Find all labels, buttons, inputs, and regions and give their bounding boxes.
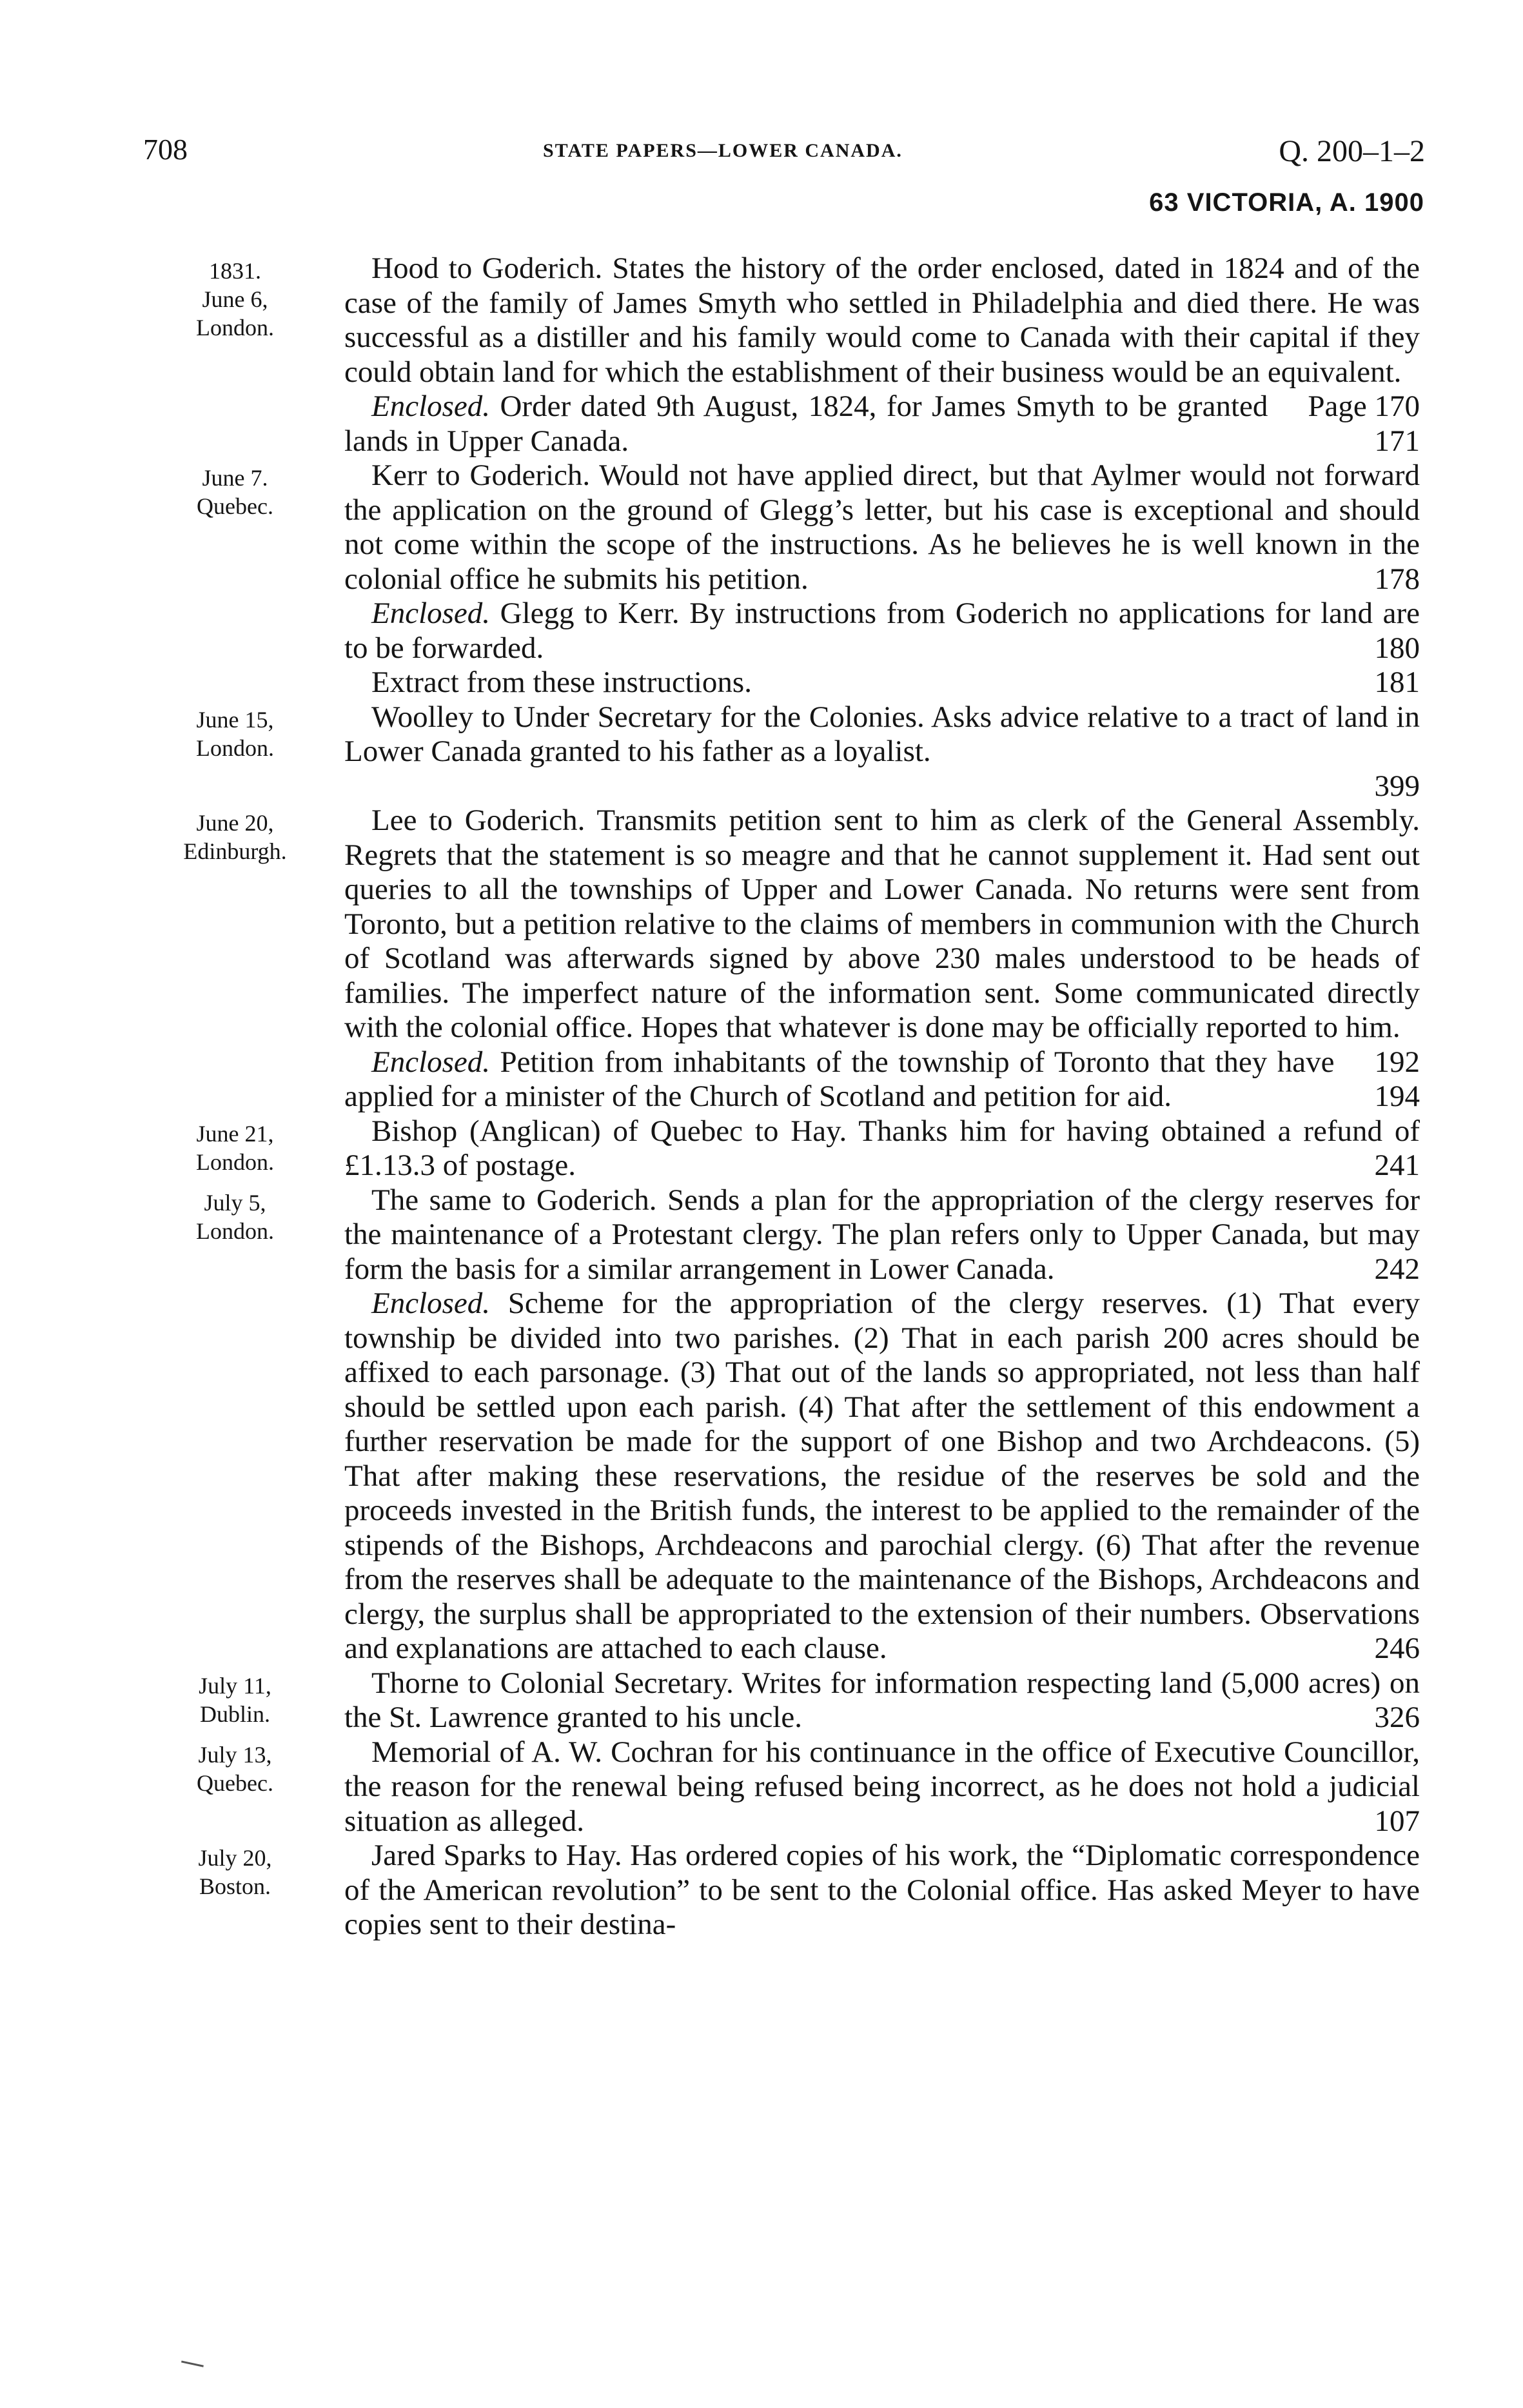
entry-date	[150, 1672, 320, 1728]
calendar-entry	[0, 252, 1523, 459]
entry-paragraph	[344, 1183, 1420, 1287]
date-line: London.	[196, 1218, 274, 1244]
date-line: London.	[196, 315, 274, 340]
page-reference: 326	[1374, 1701, 1420, 1734]
page-header	[143, 132, 1425, 171]
entry-paragraph	[344, 666, 1420, 700]
paragraph-text: Memorial of A. W. Cochran for his continuance in the office of Executive Councillor, the reason for the renewal being refused being incorrect, as he does not hold a judicial situation as alleged.	[344, 1735, 1420, 1838]
page-reference: 246	[1374, 1632, 1420, 1665]
paragraph-text: Glegg to Kerr. By instructions from Goderich no applications for land are to be forwarded.	[344, 597, 1420, 665]
date-line: Quebec.	[197, 1770, 273, 1796]
date-line: June 21,	[196, 1120, 274, 1147]
page-number: 708	[143, 133, 188, 166]
page-reference: 107	[1374, 1804, 1420, 1838]
paragraph-text: Lee to Goderich. Transmits petition sent to him as clerk of the General Assembly. Regrets that the statement is so meagre and that he cannot supplement it. Had sent out queries to all the townships of Upper and Lower Canada. No returns were sent from Toronto, but a petition relative to the claims of members in communion with the Church of Scotland was afterwards signed by above 230 males understood to be heads of families. The imperfect nature of the information sent. Some communicated directly with the colonial office. Hopes that whatever is done may be officially reported to him.	[344, 804, 1420, 1044]
page-reference: 181	[1374, 666, 1420, 699]
entry-paragraph	[344, 252, 1420, 423]
enclosure-paragraph	[344, 390, 1420, 459]
enclosed-label: Enclosed.	[371, 1045, 491, 1079]
page-reference: 180	[1374, 631, 1420, 665]
paragraph-text: Scheme for the appropriation of the clergy reserves. (1) That every township be divided into two parishes. (2) That in each parish 200 acres should be affixed to each parsonage. (3) That out of the lands so appropriated, not less than half should be settled upon each parish. (4) That after the settlement of this endowment a further reservation be made for the support of one Bishop and two Archdeacons. (5) That after making these reservations, the residue of the reserves be sold and the proceeds invested in the British funds, the interest to be applied to the remainder of the stipends of the Bishops, Archdeacons and parochial clergy. (6) That after the revenue from the reserves shall be adequate to the maintenance of the Bishops, Archdeacons and clergy, the surplus shall be appropriated to the extension of their numbers. Observations and explanations are attached to each clause.	[344, 1287, 1420, 1665]
entry-paragraph	[344, 459, 1420, 597]
calendar-entry	[0, 1735, 1523, 1839]
entry-text	[344, 252, 1420, 459]
paragraph-text: Bishop (Anglican) of Quebec to Hay. Thanks him for having obtained a refund of £1.13.3 of postage.	[344, 1114, 1420, 1182]
entry-text	[344, 459, 1420, 700]
session-line: 63 VICTORIA, A. 1900	[1149, 188, 1424, 217]
paragraph-text: Hood to Goderich. States the history of the order enclosed, dated in 1824 and of the case of the family of James Smyth who settled in Philadelphia and died there. He was successful as a distiller and his family would come to Canada with their capital if they could obtain land for which the establishment of their business would be an equivalent.	[344, 252, 1420, 389]
enclosed-label: Enclosed.	[371, 390, 491, 423]
entry-text	[344, 1839, 1420, 1942]
enclosed-label: Enclosed.	[371, 597, 491, 630]
enclosure-paragraph	[344, 1045, 1420, 1114]
entry-text	[344, 1114, 1420, 1183]
calendar-entry	[0, 700, 1523, 804]
entry-date	[150, 257, 320, 342]
date-line: Edinburgh.	[183, 838, 287, 864]
page-reference: Page 170	[1308, 390, 1420, 423]
date-line: Boston.	[199, 1873, 271, 1899]
date-line: July 11,	[199, 1672, 271, 1699]
entry-date	[150, 1741, 320, 1797]
paragraph-text: Petition from inhabitants of the township of Toronto that they have applied for a minister of the Church of Scotland and petition for aid.	[344, 1045, 1335, 1113]
entry-paragraph	[344, 1735, 1420, 1839]
entry-date	[150, 809, 320, 865]
calendar-entry	[0, 804, 1523, 1114]
date-line: July 20,	[198, 1845, 272, 1871]
paragraph-text: Thorne to Colonial Secretary. Writes for information respecting land (5,000 acres) on the St. Lawrence granted to his uncle.	[344, 1666, 1420, 1734]
date-line: London.	[196, 735, 274, 761]
calendar-entries	[0, 252, 1523, 1942]
scan-mark	[180, 2360, 204, 2373]
entry-text	[344, 1183, 1420, 1666]
page-reference: 241	[1374, 1149, 1420, 1182]
entry-paragraph	[344, 1839, 1420, 1942]
date-line: June 7.	[202, 465, 268, 491]
entry-date	[150, 1120, 320, 1176]
paragraph-text: Extract from these instructions.	[371, 666, 752, 699]
enclosure-paragraph	[344, 1287, 1420, 1666]
calendar-entry	[0, 1114, 1523, 1183]
date-line: July 5,	[204, 1189, 266, 1216]
date-line: Dublin.	[199, 1701, 270, 1727]
calendar-entry	[0, 1183, 1523, 1666]
entry-date	[150, 464, 320, 520]
date-line: Quebec.	[197, 493, 273, 519]
entry-text	[344, 1666, 1420, 1735]
calendar-entry	[0, 459, 1523, 700]
enclosure-paragraph	[344, 597, 1420, 666]
entry-paragraph	[344, 700, 1420, 804]
date-line: July 13,	[198, 1741, 272, 1768]
paragraph-text: Kerr to Goderich. Would not have applied direct, but that Aylmer would not forward the application on the ground of Glegg’s letter, but his case is exceptional and should not come within the scope of the instructions. As he believes he is well known in the colonial office he submits his petition.	[344, 459, 1420, 596]
entry-text	[344, 804, 1420, 1114]
entry-date	[150, 1844, 320, 1900]
date-line: London.	[196, 1149, 274, 1175]
enclosed-label: Enclosed.	[371, 1287, 491, 1320]
paragraph-text: Woolley to Under Secretary for the Colonies. Asks advice relative to a tract of land in Lower Canada granted to his father as a loyalist.	[344, 700, 1420, 768]
calendar-entry	[0, 1666, 1523, 1735]
paragraph-text: The same to Goderich. Sends a plan for the appropriation of the clergy reserves for the maintenance of a Protestant clergy. The plan refers only to Upper Canada, but may form the basis for a similar arrangement in Lower Canada.	[344, 1183, 1420, 1286]
entry-text	[344, 700, 1420, 804]
date-line: June 20,	[196, 810, 274, 836]
entry-date	[150, 706, 320, 762]
entry-date	[150, 1189, 320, 1245]
page-reference: 194	[1374, 1080, 1420, 1113]
entry-paragraph	[344, 1666, 1420, 1735]
page-reference: 399	[1374, 769, 1420, 803]
paragraph-text: Order dated 9th August, 1824, for James Smyth to be granted lands in Upper Canada.	[344, 390, 1268, 458]
page-reference: 192	[1374, 1045, 1420, 1079]
date-line: June 6,	[202, 286, 268, 312]
page-reference: 171	[1374, 424, 1420, 458]
entry-text	[344, 1735, 1420, 1839]
page-reference: 178	[1374, 562, 1420, 596]
date-line: 1831.	[209, 258, 261, 284]
page-reference: 242	[1374, 1252, 1420, 1286]
date-line: June 15,	[196, 706, 274, 733]
calendar-entry	[0, 1839, 1523, 1942]
paragraph-text: Jared Sparks to Hay. Has ordered copies of his work, the “Diplomatic correspondence of the American revolution” to be sent to the Colonial office. Has asked Meyer to have copies sent to their destina-	[344, 1839, 1420, 1941]
document-reference: Q. 200–1–2	[1279, 134, 1425, 168]
entry-paragraph	[344, 1114, 1420, 1183]
running-title: STATE PAPERS—LOWER CANADA.	[543, 140, 903, 161]
